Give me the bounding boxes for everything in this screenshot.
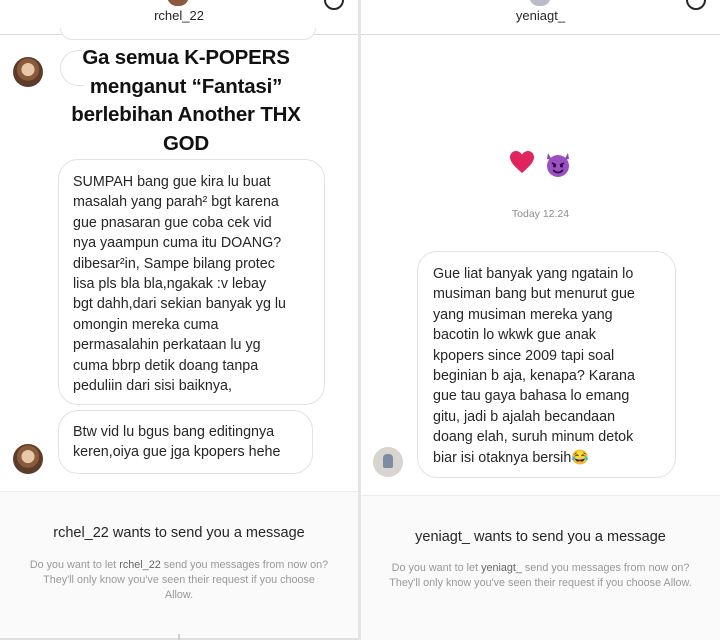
request-description bbox=[389, 561, 692, 591]
request-title-text: wants to send you a message bbox=[112, 525, 305, 541]
right-conversation-panel bbox=[361, 0, 720, 640]
request-description bbox=[28, 558, 330, 603]
header-username[interactable]: yeniagt_ bbox=[515, 8, 566, 23]
message-text: Gue liat banyak yang ngatain lo musiman bang but menurut gue yang musiman mereka yang bacotin lo wkwk gue anak kpopers since 2009 tapi soal beginian b aja, kenapa? Karana gue tau gaya bahasa lo emang gitu, jadi b ajalah becandaan doang elah, suruh minum detok biar isi otaknya bersih😂 bbox=[433, 266, 635, 466]
request-title bbox=[0, 525, 358, 541]
message-bubble[interactable] bbox=[58, 159, 325, 405]
message-request-panel bbox=[361, 495, 720, 640]
request-desc-username: rchel_22 bbox=[119, 559, 161, 571]
request-desc-suffix: send you messages from now on? They'll only know you've seen their request if you choose Allow. bbox=[389, 562, 692, 589]
request-title-text: wants to send you a message bbox=[474, 529, 666, 545]
request-username: rchel_22 bbox=[53, 525, 109, 541]
message-text: Btw vid lu bgus bang editingnya keren,oiya gue jga kpopers hehe bbox=[73, 424, 281, 461]
request-title bbox=[361, 529, 720, 545]
message-timestamp: Today 12.24 bbox=[511, 208, 570, 220]
header-avatar[interactable] bbox=[167, 0, 189, 6]
action-divider bbox=[178, 634, 180, 640]
header-username[interactable]: rchel_22 bbox=[154, 8, 204, 23]
message-request-panel bbox=[0, 491, 358, 640]
smiling-devil-emoji-icon bbox=[544, 150, 572, 178]
request-desc-prefix: Do you want to let bbox=[29, 559, 117, 571]
request-username: yeniagt_ bbox=[415, 529, 470, 545]
request-desc-prefix: Do you want to let bbox=[391, 562, 479, 574]
conversation-header bbox=[361, 0, 720, 35]
sender-avatar[interactable] bbox=[13, 444, 43, 474]
request-desc-username: yeniagt_ bbox=[481, 562, 522, 574]
overlay-caption: Ga semua K-POPERS menganut “Fantasi” berlebihan Another THX GOD bbox=[71, 46, 301, 155]
message-bubble[interactable] bbox=[417, 251, 676, 478]
request-desc-suffix: send you messages from now on? They'll only know you've seen their request if you choose Allow. bbox=[43, 559, 329, 601]
message-text: SUMPAH bang gue kira lu buat masalah yang parah² bgt karena gue pnasaran gue coba cek vid nya yaampun cuma itu DOANG? dibesar²in, Sampe bilang protec lisa pls bla bla,ngakak :v lebay bgt dahh,dari sekian banyak yg lu omongin mereka cuma permasalahin perkataan lu yg cuma bbrp detik doang tanpa peduliin dari sisi baiknya, bbox=[73, 174, 287, 395]
emoji-message[interactable] bbox=[361, 150, 720, 181]
sender-avatar[interactable] bbox=[13, 57, 43, 87]
header-avatar[interactable] bbox=[529, 0, 551, 6]
left-conversation-panel bbox=[0, 0, 358, 640]
message-bubble[interactable] bbox=[58, 410, 313, 474]
partial-message-bubble bbox=[60, 28, 316, 40]
heart-emoji-icon bbox=[509, 150, 535, 176]
sender-avatar[interactable] bbox=[373, 447, 403, 477]
